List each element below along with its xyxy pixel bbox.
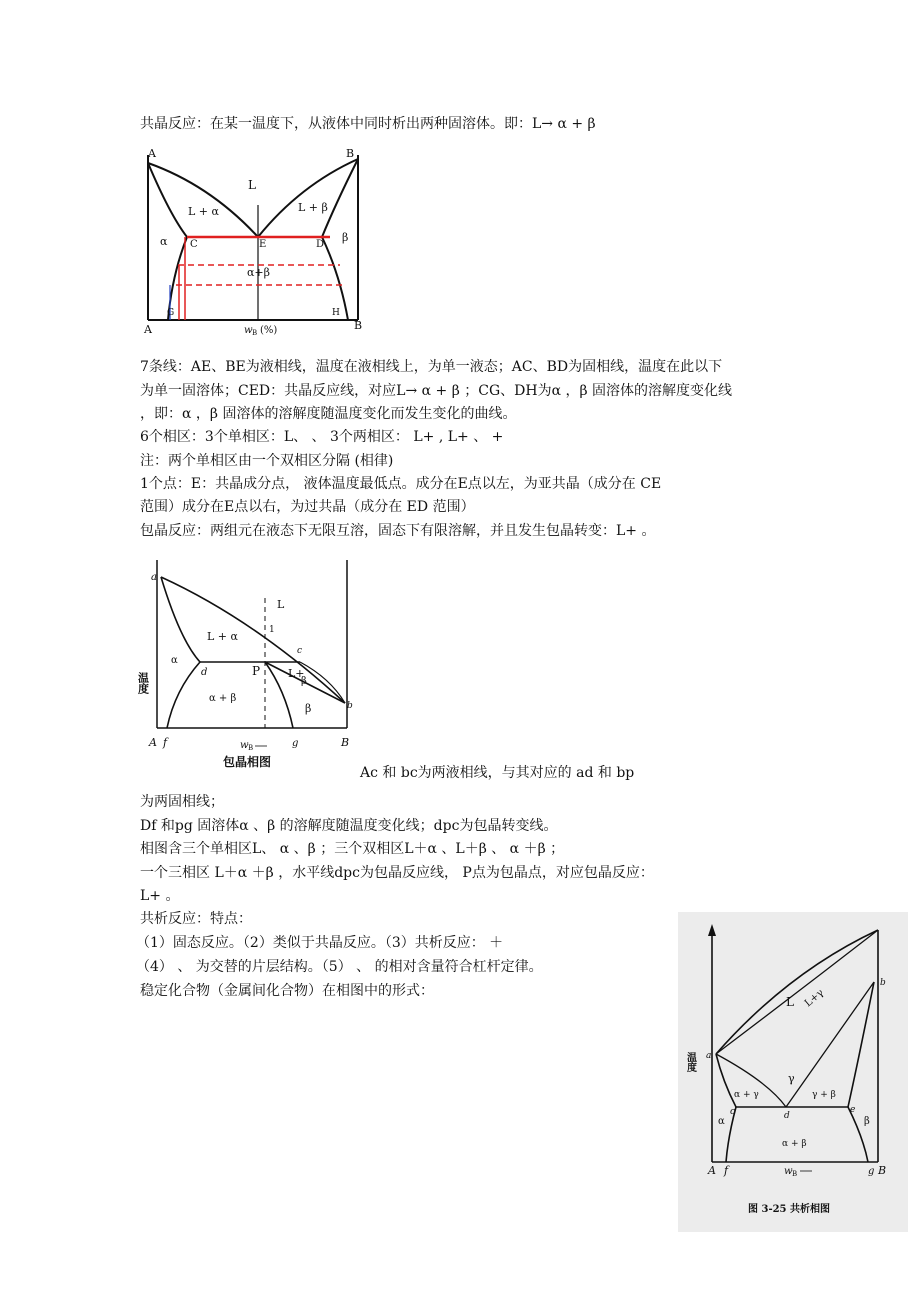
diagram-label: w: [784, 1166, 793, 1177]
diagram-label: g: [292, 738, 299, 749]
diagram-label: B: [792, 1170, 798, 1178]
diagram-label: (%): [260, 325, 278, 335]
diagram-label: B: [346, 147, 355, 160]
eutectic-para-6: 1个点：E：共晶成分点， 液体温度最低点。成分在E点以左，为亚共晶（成分在 CE: [140, 476, 662, 492]
diagram-label: e: [850, 1105, 856, 1115]
diagram-label: A: [144, 323, 152, 335]
diagram-label: L: [248, 178, 256, 192]
diagram-label: α+β: [247, 266, 271, 279]
diagram-label: d: [784, 1111, 790, 1121]
diagram-label: β: [864, 1116, 870, 1127]
diagram-label: D: [316, 239, 325, 250]
diagram-label: B: [354, 319, 363, 332]
eutectic-phase-diagram: [140, 145, 370, 335]
diagram-label: c: [297, 646, 303, 656]
diagram-label: w: [244, 325, 253, 335]
diagram-label: γ: [788, 1072, 795, 1085]
diagram-label: A: [708, 1164, 716, 1177]
diagram-label: α: [160, 235, 168, 248]
stable-compound-intro: 稳定化合物（金属间化合物）在相图中的形式：: [140, 983, 434, 999]
diagram-label: 图 3-25 共析相图: [748, 1204, 830, 1215]
diagram-label: β: [305, 702, 312, 715]
diagram-label: C: [190, 239, 198, 250]
diagram-label: α + β: [782, 1139, 807, 1149]
diagram-label: L+: [288, 667, 305, 680]
diagram-label: α + γ: [734, 1090, 759, 1100]
eutectic-para-2: 为单一固溶体；CED：共晶反应线，对应L→ α + β ；CG、DH为α ，β 固溶体的溶解度变化线: [140, 383, 733, 399]
diagram-label: B: [878, 1164, 887, 1177]
diagram-label: B: [252, 329, 258, 335]
diagram-label: G: [167, 308, 175, 318]
diagram-label: α: [718, 1116, 725, 1127]
eutectoid-intro: 共析反应：特点：: [140, 911, 252, 927]
diagram-label: 1: [269, 625, 275, 635]
diagram-label: H: [332, 308, 340, 318]
diagram-label: c: [730, 1107, 736, 1117]
diagram-label: L+γ: [802, 987, 827, 1010]
diagram-label: 温度: [684, 1052, 696, 1072]
diagram-label: E: [259, 239, 267, 250]
diagram-label: f: [724, 1164, 729, 1177]
eutectic-para-7: 范围）成分在E点以右，为过共晶（成分在 ED 范围）: [140, 499, 475, 515]
peritectic-para-1: Ac 和 bc为两液相线，与其对应的 ad 和 bp: [360, 765, 635, 781]
diagram-label: L + α: [207, 630, 238, 643]
eutectic-para-1: 7条线：AE、BE为液相线，温度在液相线上，为单一液态；AC、BD为固相线，温度在此以下: [140, 359, 723, 375]
diagram-label: γ + β: [812, 1090, 836, 1100]
eutectic-para-4: 6个相区：3个单相区：L、 、 3个两相区： L+ , L+ 、 +: [140, 429, 504, 445]
diagram-label: B: [341, 736, 350, 749]
diagram-label: P: [252, 664, 261, 678]
diagram-label: b: [347, 701, 353, 711]
diagram-label: 温度: [136, 672, 150, 694]
diagram-label: α: [171, 655, 178, 666]
diagram-label: 包晶相图: [223, 755, 272, 769]
diagram-label: w: [240, 740, 249, 751]
diagram-label: β: [301, 676, 307, 687]
diagram-label: a: [706, 1051, 712, 1061]
diagram-label: α + β: [209, 693, 237, 704]
diagram-label: a: [151, 572, 157, 583]
peritectic-intro: 包晶反应：两组元在液态下无限互溶，固态下有限溶解，并且发生包晶转变：L+ 。: [140, 523, 656, 539]
eutectic-para-5: 注：两个单相区由一个双相区分隔 (相律): [140, 453, 394, 469]
diagram-label: b: [880, 978, 886, 988]
eutectoid-features-1: （1）固态反应。（2）类似于共晶反应。（3）共析反应： ＋: [136, 935, 504, 951]
diagram-label: A: [148, 147, 156, 160]
peritectic-para-3: Df 和pg 固溶体α 、β 的溶解度随温度变化线；dpc为包晶转变线。: [140, 818, 558, 834]
diagram-label: A: [149, 736, 157, 749]
diagram-label: f: [163, 736, 168, 749]
peritectic-phase-diagram: [135, 560, 365, 775]
eutectic-intro: 共晶反应：在某一温度下，从液体中同时析出两种固溶体。即：L→ α + β: [140, 116, 596, 132]
diagram-label: L: [786, 995, 794, 1009]
eutectoid-phase-diagram: [678, 912, 908, 1232]
diagram-label: g: [868, 1166, 875, 1177]
diagram-label: β: [342, 231, 349, 244]
diagram-label: L: [277, 598, 285, 611]
eutectoid-features-2: （4） 、 为交替的片层结构。（5） 、 的相对含量符合杠杆定律。: [136, 959, 543, 975]
diagram-label: L + β: [298, 201, 328, 214]
eutectic-para-3: ，即：α ，β 固溶体的溶解度随温度变化而发生变化的曲线。: [140, 406, 517, 422]
peritectic-para-4: 相图含三个单相区L、 α 、β ；三个双相区L＋α 、L＋β 、 α ＋β ；: [140, 841, 565, 857]
peritectic-para-2: 为两固相线；: [140, 794, 224, 810]
diagram-label: d: [201, 667, 208, 678]
diagram-label: B: [248, 744, 254, 752]
peritectic-para-6: L+ 。: [140, 888, 180, 904]
peritectic-para-5: 一个三相区 L＋α ＋β ，水平线dpc为包晶反应线， P点为包晶点，对应包晶反应：: [140, 865, 654, 881]
diagram-label: L + α: [188, 205, 219, 218]
